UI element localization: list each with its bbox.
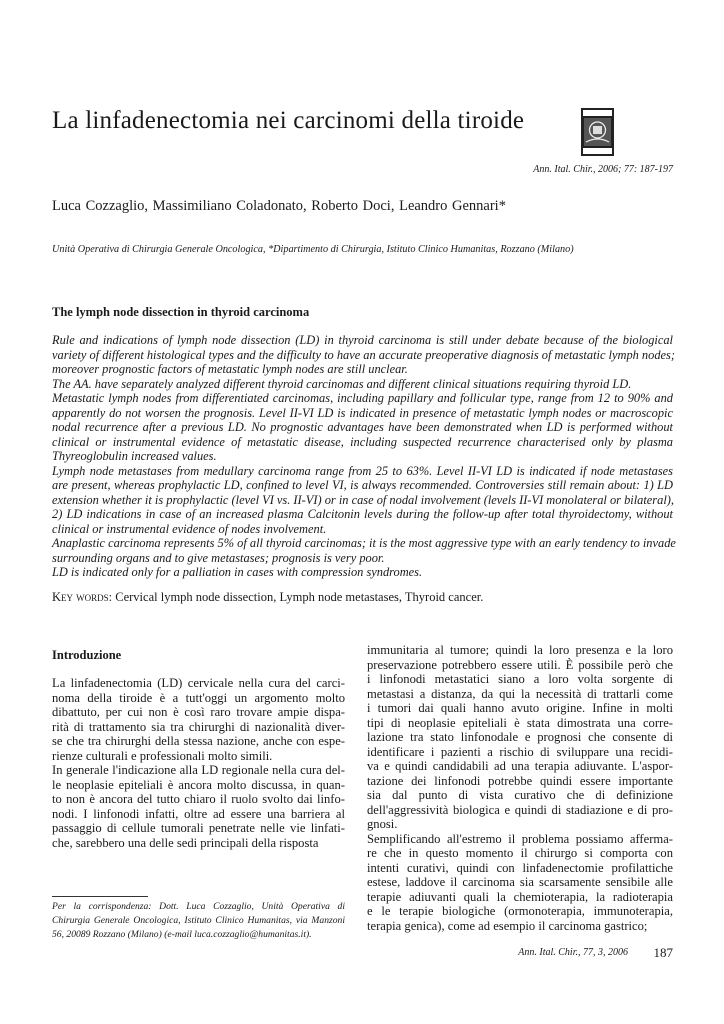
text-line: noma della tiroide è a tutt'oggi un argomento molto — [52, 690, 345, 705]
text-line: The AA. have separately analyzed different thyroid carcinomas and different clinical situations requiring thyroid LD. — [52, 376, 632, 391]
text-line: se che tra chirurghi della stessa nazione, anche con espe- — [52, 734, 345, 748]
text-line: metastasi a distanza, da qui la necessità di trattarli come — [367, 686, 673, 701]
text-line: gnosi. — [367, 817, 398, 831]
affiliation: Unità Operativa di Chirurgia Generale Oncologica, *Dipartimento di Chirurgia, Istituto Clinico Humanitas, Rozzano (Milano) — [52, 244, 574, 255]
text-line: 56, 20089 Rozzano (Milano) (e-mail luca.cozzaglio@humanitas.it). — [52, 929, 312, 940]
text-line: nodal recurrence after a previous LD. No prognostic advantages have been demonstrated when LD is performed without — [52, 420, 673, 434]
text-line: Anaplastic carcinoma represents 5% of all thyroid carcinomas; it is the most aggressive type with an early tendency to invade — [52, 536, 676, 550]
text-line: i tumori dai quali hanno avuto origine. Infine in molti — [367, 701, 673, 715]
text-line: La linfadenectomia (LD) cervicale nella cura del carci- — [52, 676, 345, 690]
text-line: Metastatic lymph nodes from differentiated carcinomas, including papillary and follicular type, range from 12 to 90% and — [52, 391, 673, 405]
text-line: estese, laddove il carcinoma sia scarsamente sensibile alle — [367, 875, 673, 889]
authors: Luca Cozzaglio, Massimiliano Coladonato, Roberto Doci, Leandro Gennari* — [52, 198, 506, 214]
keywords-text: : Cervical lymph node dissection, Lymph node metastases, Thyroid cancer. — [108, 590, 484, 604]
text-line: variety of different histological types and the difficulty to have an accurate preoperative diagnosis of metastatic lymph nodes; — [52, 347, 675, 362]
keywords-label: Key words — [52, 590, 109, 604]
text-line: clinical or instrumental evidence of nodes involvement. — [52, 521, 327, 536]
text-line: intenti curativi, quindi con linfadenectomie profilattiche — [367, 860, 673, 875]
text-line: 2) LD indications in case of an increased plasma Calcitonin levels during the follow-up after total thyroidectomy, without — [52, 507, 673, 521]
text-line: le neoplasie epiteliali è ancora molto discussa, in quan- — [52, 777, 345, 792]
footer-journal: Ann. Ital. Chir., 77, 3, 2006 — [518, 947, 628, 958]
keywords — [52, 590, 483, 605]
text-line: lazione tra stato linfonodale e prognosi che consente di — [367, 730, 673, 744]
text-line: Thyreoglobulin increased values. — [52, 449, 217, 463]
text-line: che, sarebbero una delle sedi principali della risposta — [52, 835, 319, 850]
text-line: dibattuto, per cui non è così raro trovare ampie dispa- — [52, 705, 345, 719]
text-line: to non è ancora del tutto chiaro il ruolo svolto dai linfo- — [52, 792, 345, 806]
text-line: surrounding organs and to give metastases; prognosis is very poor. — [52, 550, 385, 565]
text-line: terapie adiuvanti quali la chemioterapia, la radioterapia — [367, 889, 673, 904]
text-line: Chirurgia Generale Oncologica, Istituto Clinico Humanitas, via Manzoni — [52, 915, 345, 926]
text-line: re che in questo momento il chirurgo si comporta con — [367, 846, 673, 860]
text-line: immunitaria al tumore; quindi la loro presenza e la loro — [367, 643, 673, 657]
text-line: LD is indicated only for a palliation in cases with compression syndromes. — [52, 565, 423, 579]
text-line: In generale l'indicazione alla LD regionale nella cura del- — [52, 763, 345, 777]
text-line: va e quindi candidabili ad una terapia adiuvante. L'aspor- — [367, 759, 673, 773]
text-line: tazione dei linfonodi potrebbe quindi essere importante — [367, 773, 673, 788]
footnote-divider — [52, 896, 148, 897]
page-number: 187 — [653, 945, 673, 960]
abstract-heading: The lymph node dissection in thyroid carcinoma — [52, 305, 310, 319]
text-line: passaggio di cellule tumorali penetrate nelle vie linfati- — [52, 821, 345, 835]
text-line: sia dal punto di vista curativo che di definizione — [367, 788, 673, 802]
journal-logo — [581, 108, 614, 156]
text-line: e le terapie biologiche (ormonoterapia, immunoterapia, — [367, 904, 673, 918]
text-line: clinical or instrumental evidence of metastatic disease, including suspected recurrence characterised only by plasma — [52, 434, 673, 449]
citation: Ann. Ital. Chir., 2006; 77: 187-197 — [533, 164, 673, 175]
section-heading-introduzione: Introduzione — [52, 648, 122, 662]
text-line: preservazione potrebbero essere utili. È possibile però che — [367, 657, 673, 672]
text-line: nodi. I linfonodi infatti, oltre ad essere una barriera al — [52, 806, 345, 821]
body-column-left — [52, 676, 345, 850]
text-line: rità di trattamento sia tra chirurghi di nazionalità diver- — [52, 719, 345, 734]
text-line: tipi di neoplasie epiteliali è stata dimostrata una corre- — [367, 715, 673, 730]
footnote — [52, 900, 345, 942]
text-line: extension whether it is prophylactic (level VI vs. II-VI) or in case of nodal involvement (levels II-VI monolateral or bilateral), — [52, 492, 674, 507]
text-line: Per la corrispondenza: Dott. Luca Cozzaglio, Unità Operativa di — [52, 901, 345, 912]
text-line: i linfonodi metastatici siano a loro volta sorgente di — [367, 672, 673, 686]
text-line: Rule and indications of lymph node dissection (LD) in thyroid carcinoma is still under debate because of the biological — [52, 333, 673, 347]
text-line: identificare i pazienti a rischio di sviluppare una recidi- — [367, 744, 673, 759]
body-column-right — [367, 643, 673, 933]
text-line: apparently do not worsen the prognosis. Level II-VI LD is indicated in presence of metastatic lymph nodes or macroscopic — [52, 405, 673, 420]
text-line: are present, whereas prophylactic LD, confined to level VI, is always recommended. Controversies still remain about: 1) LD — [52, 478, 673, 492]
text-line: rienze culturali e professionali molto simili. — [52, 748, 273, 763]
text-line: Lymph node metastases from medullary carcinoma range from 25 to 63%. Level II-VI LD is indicated if node metastases — [52, 463, 673, 478]
text-line: dell'aggressività biologica e quindi di stadiazione e di pro- — [367, 802, 673, 817]
text-line: terapia genica), come ad esempio il carcinoma gastrico; — [367, 918, 648, 933]
article-title: La linfadenectomia nei carcinomi della tiroide — [52, 107, 525, 134]
abstract — [52, 333, 676, 580]
text-line: moreover prognostic factors of metastatic lymph nodes are still unclear. — [52, 362, 408, 376]
text-line: Semplificando all'estremo il problema possiamo afferma- — [367, 831, 673, 846]
